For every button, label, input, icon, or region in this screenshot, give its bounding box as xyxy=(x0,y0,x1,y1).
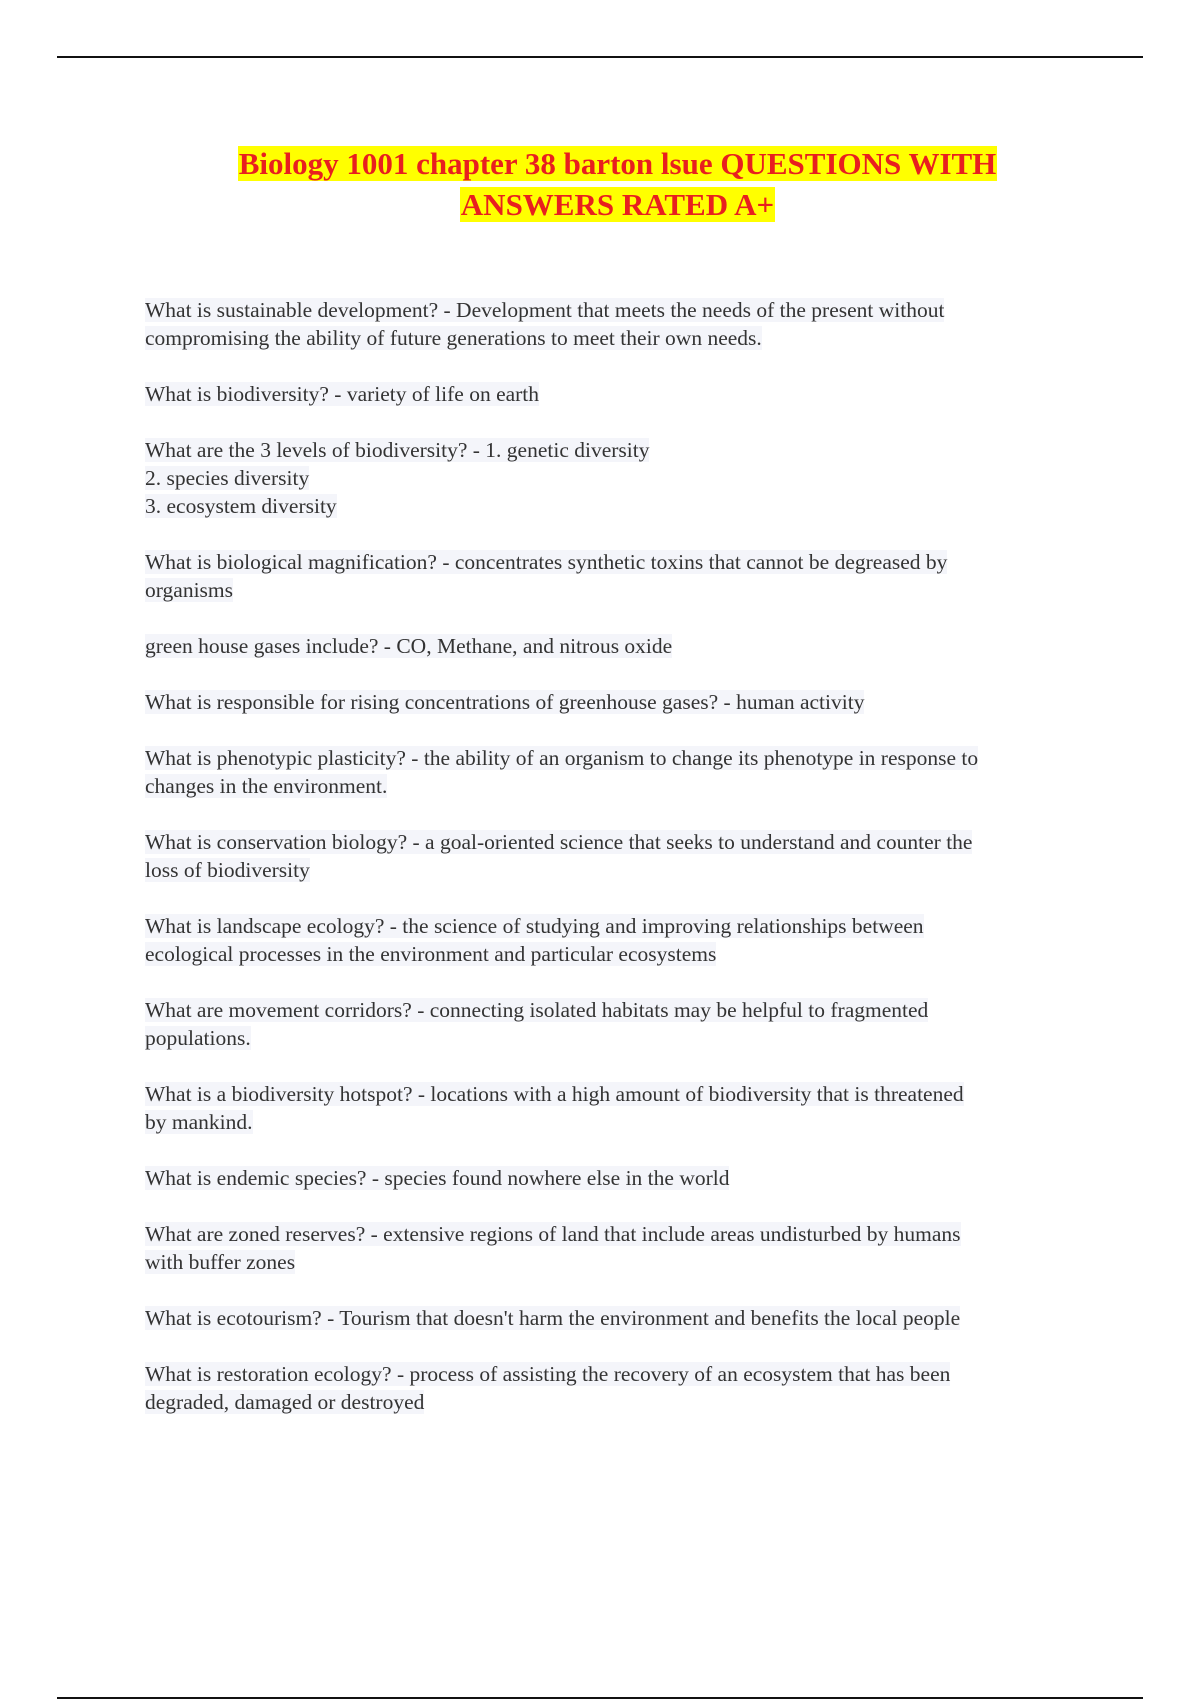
qa-item xyxy=(145,548,1095,604)
qa-line-text: degraded, damaged or destroyed xyxy=(145,1390,425,1414)
qa-line xyxy=(145,1248,1095,1276)
qa-line xyxy=(145,1164,1095,1192)
qa-line-text: populations. xyxy=(145,1026,251,1050)
qa-line-text: ecological processes in the environment and particular ecosystems xyxy=(145,942,717,966)
qa-line-text: compromising the ability of future generations to meet their own needs. xyxy=(145,326,762,350)
qa-list xyxy=(145,296,1095,1444)
title-line: ANSWERS RATED A+ xyxy=(460,187,775,222)
qa-line xyxy=(145,912,1095,940)
qa-line-text: What is endemic species? - species found nowhere else in the world xyxy=(145,1166,730,1190)
qa-line xyxy=(145,828,1095,856)
qa-line-text: changes in the environment. xyxy=(145,774,388,798)
qa-item xyxy=(145,912,1095,968)
qa-line xyxy=(145,1024,1095,1052)
qa-line xyxy=(145,324,1095,352)
qa-line-text: by mankind. xyxy=(145,1110,253,1134)
qa-item xyxy=(145,744,1095,800)
qa-line-text: What are movement corridors? - connecting isolated habitats may be helpful to fragmented xyxy=(145,998,929,1022)
qa-line-text: What is restoration ecology? - process of assisting the recovery of an ecosystem that has been xyxy=(145,1362,951,1386)
qa-item xyxy=(145,1164,1095,1192)
qa-line-text: What is conservation biology? - a goal-oriented science that seeks to understand and counter the xyxy=(145,830,973,854)
qa-line-text: What is responsible for rising concentrations of greenhouse gases? - human activity xyxy=(145,690,865,714)
qa-item xyxy=(145,996,1095,1052)
title-line: Biology 1001 chapter 38 barton lsue QUESTIONS WITH xyxy=(238,146,997,181)
qa-line xyxy=(145,744,1095,772)
qa-line xyxy=(145,464,1095,492)
qa-line xyxy=(145,436,1095,464)
qa-item xyxy=(145,436,1095,520)
qa-item xyxy=(145,1220,1095,1276)
qa-line-text: What is landscape ecology? - the science of studying and improving relationships between xyxy=(145,914,924,938)
qa-line-text: with buffer zones xyxy=(145,1250,296,1274)
qa-item xyxy=(145,828,1095,884)
qa-item xyxy=(145,1304,1095,1332)
top-rule xyxy=(57,56,1143,58)
qa-line xyxy=(145,1304,1095,1332)
qa-line-text: What is sustainable development? - Development that meets the needs of the present without xyxy=(145,298,945,322)
qa-item xyxy=(145,380,1095,408)
qa-line xyxy=(145,940,1095,968)
qa-line xyxy=(145,1360,1095,1388)
qa-item xyxy=(145,1080,1095,1136)
bottom-rule xyxy=(57,1697,1143,1699)
qa-line-text: 3. ecosystem diversity xyxy=(145,494,337,518)
qa-line xyxy=(145,1108,1095,1136)
qa-line-text: organisms xyxy=(145,578,233,602)
qa-item xyxy=(145,688,1095,716)
qa-line-text: green house gases include? - CO, Methane, and nitrous oxide xyxy=(145,634,673,658)
qa-line xyxy=(145,772,1095,800)
qa-line-text: What is biological magnification? - concentrates synthetic toxins that cannot be degreased by xyxy=(145,550,948,574)
qa-line-text: What is phenotypic plasticity? - the ability of an organism to change its phenotype in response to xyxy=(145,746,979,770)
qa-line xyxy=(145,296,1095,324)
qa-line-text: What are the 3 levels of biodiversity? - 1. genetic diversity xyxy=(145,438,650,462)
qa-line-text: What is ecotourism? - Tourism that doesn't harm the environment and benefits the local people xyxy=(145,1306,961,1330)
qa-line xyxy=(145,688,1095,716)
document-title xyxy=(145,143,1090,225)
qa-line xyxy=(145,380,1095,408)
qa-line-text: What are zoned reserves? - extensive regions of land that include areas undisturbed by humans xyxy=(145,1222,961,1246)
qa-item xyxy=(145,296,1095,352)
qa-line-text: What is a biodiversity hotspot? - locations with a high amount of biodiversity that is threatened xyxy=(145,1082,964,1106)
qa-line xyxy=(145,492,1095,520)
qa-line xyxy=(145,1220,1095,1248)
qa-item xyxy=(145,632,1095,660)
qa-line xyxy=(145,996,1095,1024)
qa-line xyxy=(145,632,1095,660)
qa-line-text: What is biodiversity? - variety of life on earth xyxy=(145,382,540,406)
qa-line xyxy=(145,1080,1095,1108)
qa-line xyxy=(145,576,1095,604)
qa-item xyxy=(145,1360,1095,1416)
qa-line xyxy=(145,856,1095,884)
qa-line xyxy=(145,1388,1095,1416)
qa-line xyxy=(145,548,1095,576)
qa-line-text: 2. species diversity xyxy=(145,466,310,490)
qa-line-text: loss of biodiversity xyxy=(145,858,310,882)
